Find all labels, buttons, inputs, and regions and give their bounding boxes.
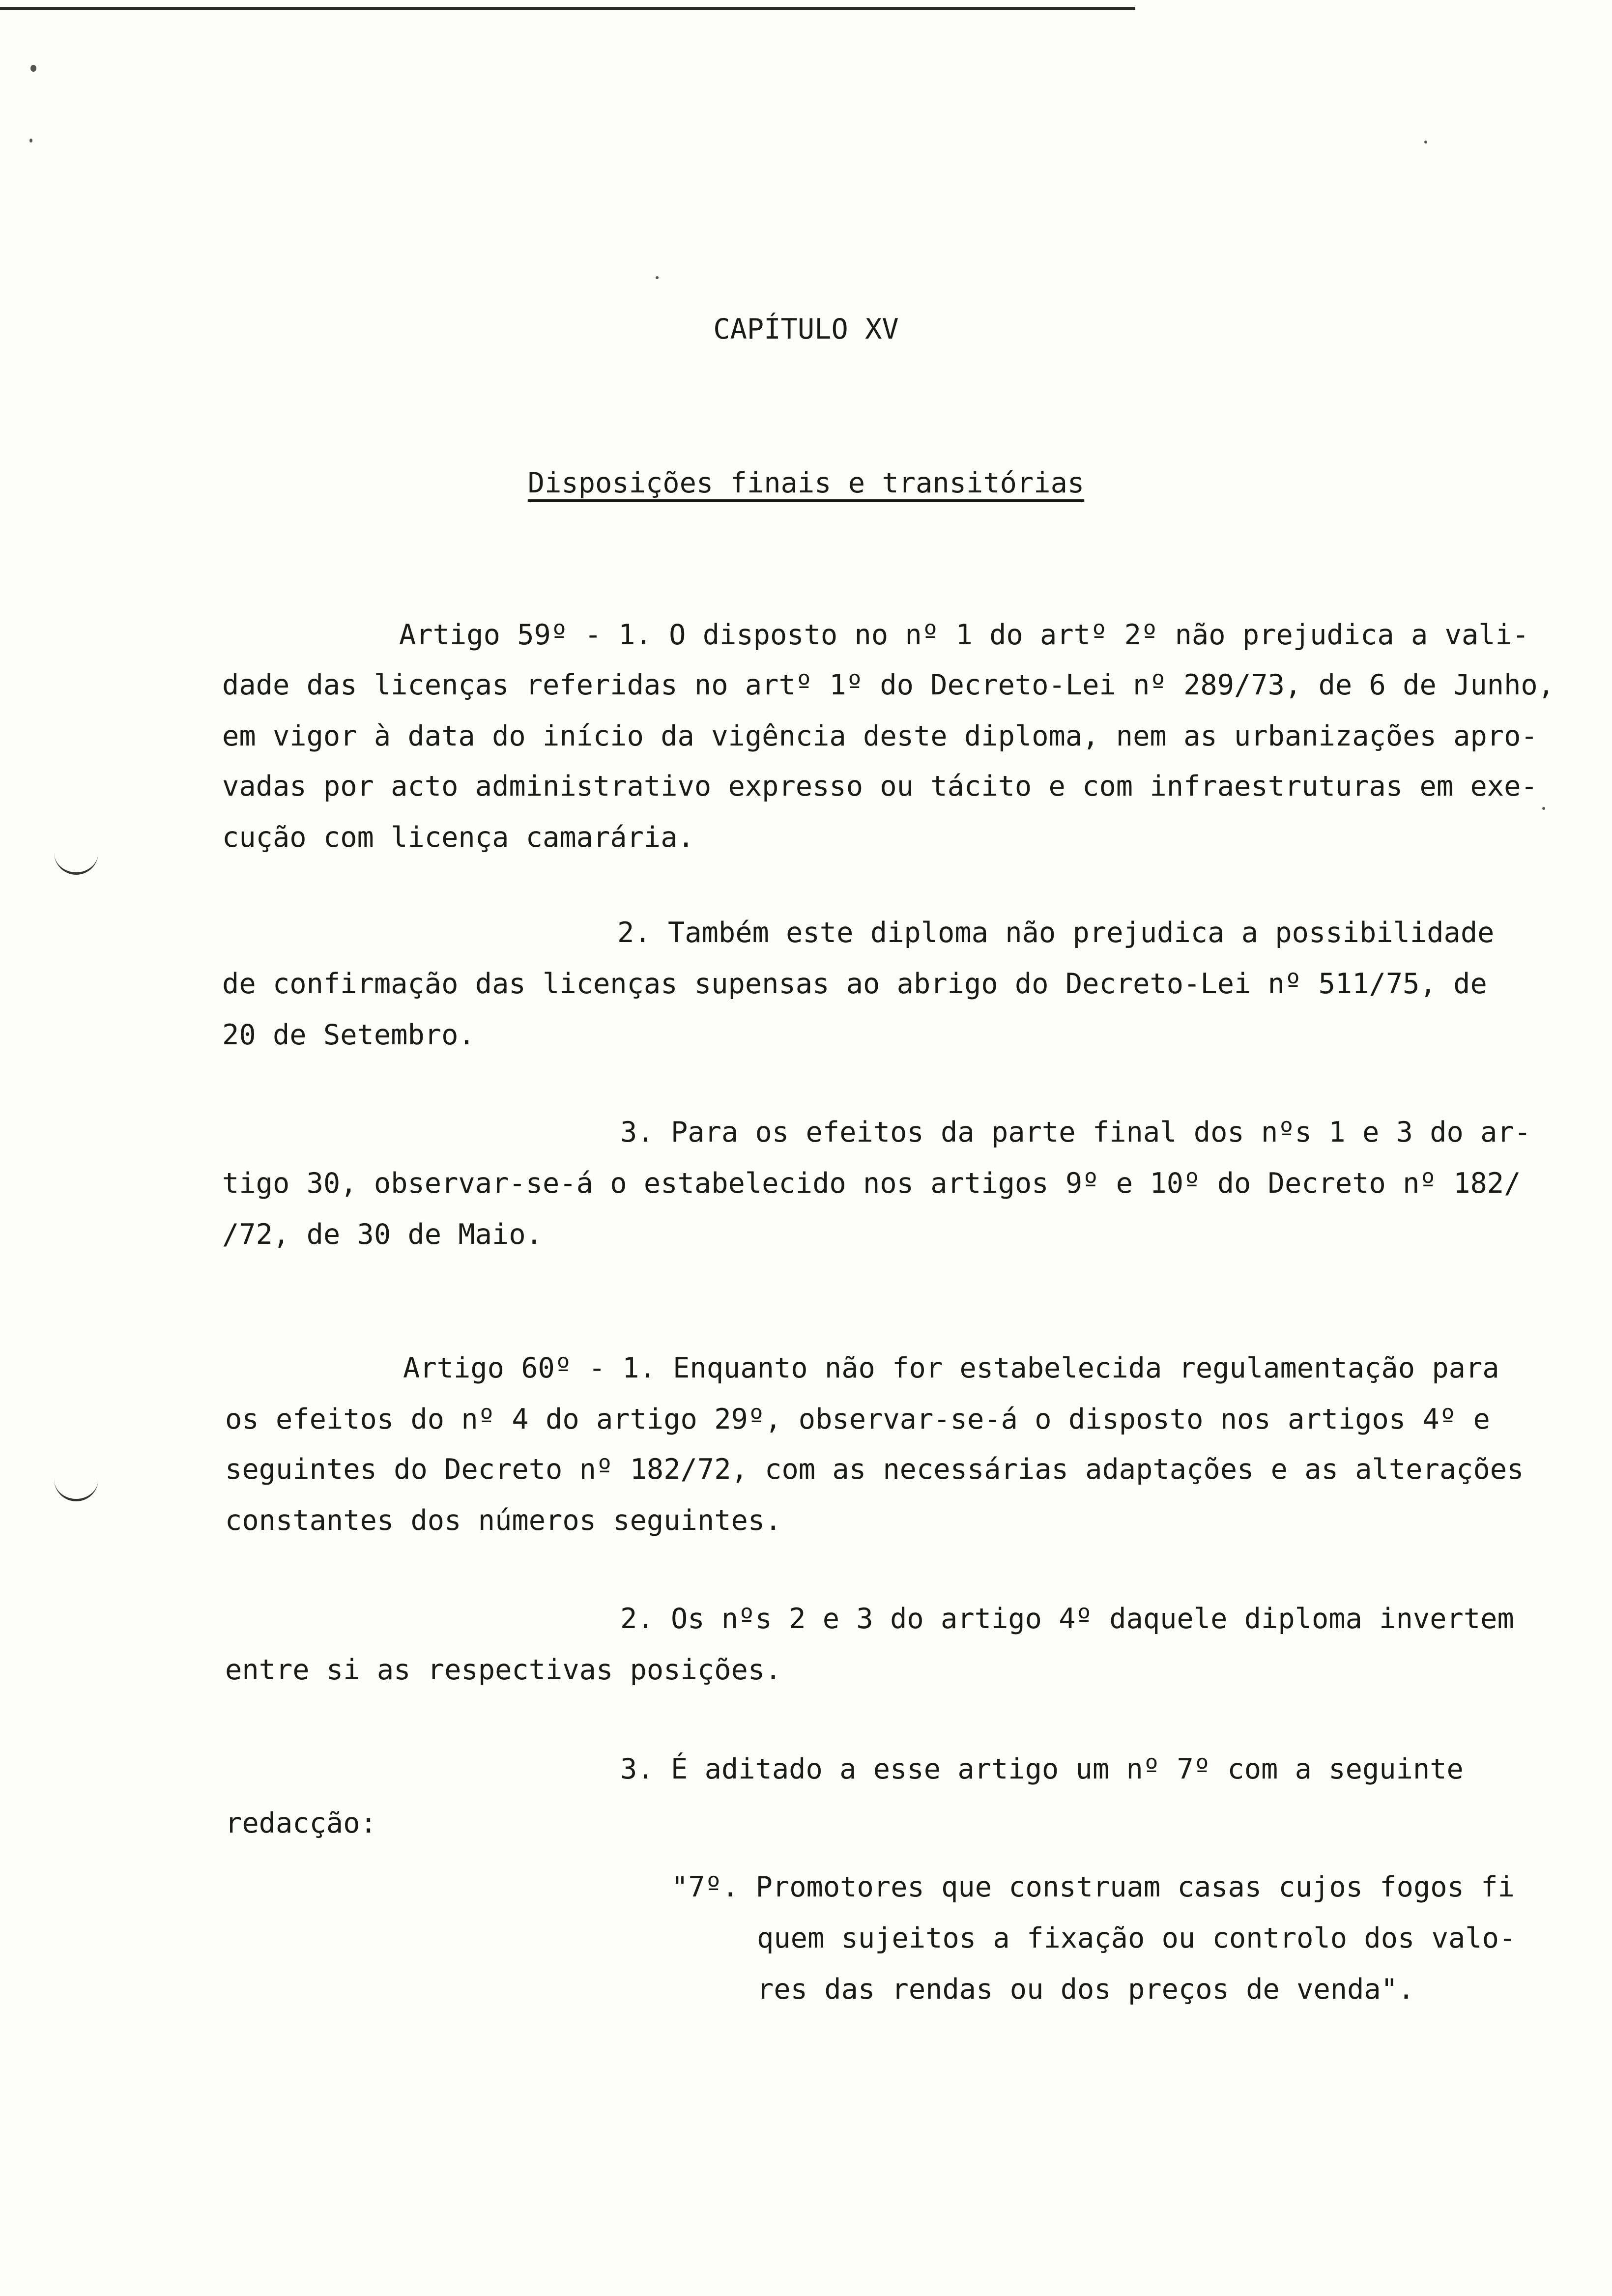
art60-p1-line: os efeitos do nº 4 do artigo 29º, observar-se-á o disposto nos artigos 4º e bbox=[225, 1403, 1490, 1435]
art60-p3-line: redacção: bbox=[225, 1807, 377, 1839]
art60-p2-line: 2. Os nºs 2 e 3 do artigo 4º daquele diploma invertem bbox=[620, 1603, 1514, 1635]
speck bbox=[30, 65, 36, 72]
art59-p3-line: 3. Para os efeitos da parte final dos nºs 1 e 3 do ar- bbox=[620, 1116, 1531, 1148]
art60-quote-line: res das rendas ou dos preços de venda". bbox=[757, 1973, 1415, 2006]
art59-p1-line: cução com licença camarária. bbox=[222, 821, 694, 854]
art59-p2-line: de confirmação das licenças supensas ao abrigo do Decreto-Lei nº 511/75, de bbox=[222, 968, 1487, 1000]
punch-hole-mark bbox=[54, 853, 98, 875]
art59-p2-line: 2. Também este diploma não prejudica a possibilidade bbox=[617, 917, 1495, 949]
art59-p1-line: Artigo 59º - 1. O disposto no nº 1 do artº 2º não prejudica a vali- bbox=[399, 619, 1529, 651]
section-title: Disposições finais e transitórias bbox=[527, 467, 1085, 499]
art60-p1-line: Artigo 60º - 1. Enquanto não for estabelecida regulamentação para bbox=[403, 1352, 1499, 1384]
top-rule bbox=[0, 7, 1135, 10]
art59-p3-line: /72, de 30 de Maio. bbox=[222, 1218, 543, 1251]
speck bbox=[29, 139, 32, 143]
art59-p1-line: dade das licenças referidas no artº 1º do Decreto-Lei nº 289/73, de 6 de Junho, bbox=[222, 669, 1555, 701]
chapter-title: CAPÍTULO XV bbox=[713, 313, 899, 345]
speck bbox=[656, 276, 659, 279]
art60-p1-line: seguintes do Decreto nº 182/72, com as necessárias adaptações e as alterações bbox=[225, 1453, 1524, 1486]
art59-p3-line: tigo 30, observar-se-á o estabelecido nos artigos 9º e 10º do Decreto nº 182/ bbox=[222, 1167, 1521, 1200]
art60-p1-line: constantes dos números seguintes. bbox=[225, 1504, 782, 1537]
speck bbox=[1424, 141, 1427, 144]
art60-p3-line: 3. É aditado a esse artigo um nº 7º com a seguinte bbox=[620, 1753, 1464, 1785]
art60-p2-line: entre si as respectivas posições. bbox=[225, 1654, 782, 1686]
art59-p2-line: 20 de Setembro. bbox=[222, 1019, 475, 1051]
art60-quote-line: "7º. Promotores que construam casas cujos fogos fi bbox=[671, 1871, 1515, 1903]
art60-quote-line: quem sujeitos a fixação ou controlo dos valo- bbox=[757, 1922, 1516, 1954]
punch-hole-mark bbox=[54, 1479, 98, 1501]
speck bbox=[1542, 807, 1545, 810]
art59-p1-line: em vigor à data do início da vigência deste diploma, nem as urbanizações apro- bbox=[222, 720, 1538, 752]
art59-p1-line: vadas por acto administrativo expresso ou tácito e com infraestruturas em exe- bbox=[222, 770, 1538, 803]
